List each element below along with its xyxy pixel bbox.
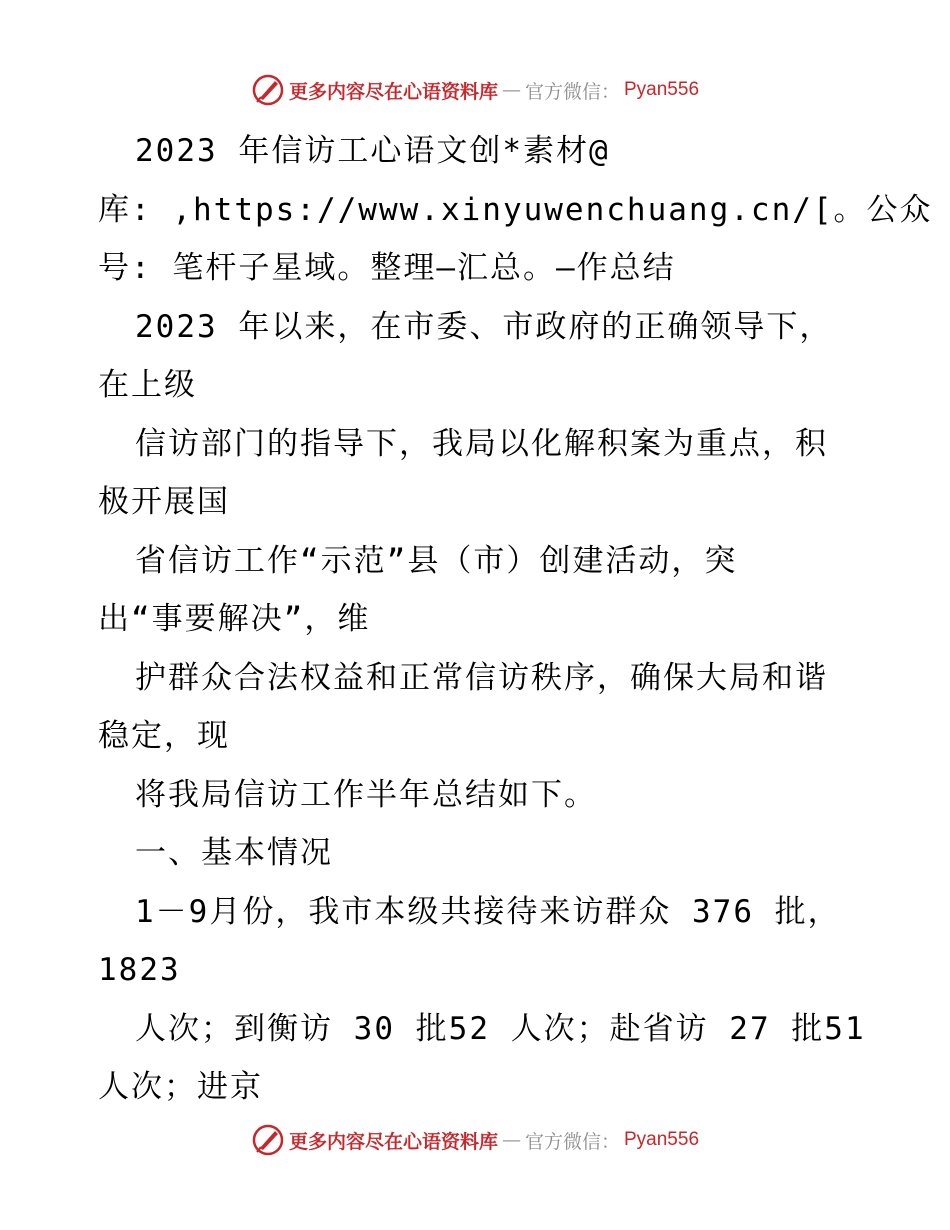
banner-subtitle: 官方微信： xyxy=(524,80,620,103)
text-line: 1823 xyxy=(98,952,181,988)
text-line: 省信访工作“示范”县（市）创建活动，突 xyxy=(135,542,738,579)
banner-subtitle: 官方微信： xyxy=(524,1130,620,1153)
banner-dash: — xyxy=(501,1129,521,1151)
text-line: 出“事要解决”，维 xyxy=(98,601,371,637)
text-line: 人次；进京 xyxy=(98,1069,263,1105)
banner-dash: — xyxy=(501,79,521,101)
text-line: 护群众合法权益和正常信访秩序，确保大局和谐 xyxy=(135,659,828,696)
banner-wechat-id: Pyan556 xyxy=(624,1129,700,1150)
text-line: 2023 年以来，在市委、市政府的正确领导下， xyxy=(135,308,833,345)
text-line: 号: 笔杆子星域。整理—汇总。—作总结 xyxy=(98,250,676,286)
banner-content xyxy=(251,73,699,107)
text-line: 将我局信访工作半年总结如下。 xyxy=(135,776,597,813)
banner-content xyxy=(251,1123,699,1157)
document-body xyxy=(98,122,933,1117)
header-banner xyxy=(0,70,950,110)
text-line: 在上级 xyxy=(98,367,197,403)
banner-title: 更多内容尽在心语资料库 xyxy=(288,1130,498,1153)
text-line: 极开展国 xyxy=(98,484,230,520)
text-line: 库: ,https://www.xinyuwenchuang.cn/[。公众 xyxy=(98,191,933,228)
quill-pen-seal-icon xyxy=(251,1123,285,1157)
footer-banner xyxy=(0,1120,950,1160)
text-line: 稳定，现 xyxy=(98,718,230,754)
banner-title: 更多内容尽在心语资料库 xyxy=(288,80,498,103)
text-line: 一、基本情况 xyxy=(135,835,333,871)
text-line: 信访部门的指导下，我局以化解积案为重点，积 xyxy=(135,425,828,462)
text-line: 人次；到衡访 30 批52 人次；赴省访 27 批51 xyxy=(135,1010,866,1047)
text-line: 1－9月份，我市本级共接待来访群众 376 批， xyxy=(135,893,841,930)
banner-wechat-id: Pyan556 xyxy=(624,79,700,100)
text-line: 2023 年信访工心语文创*素材@ xyxy=(135,133,610,169)
quill-pen-seal-icon xyxy=(251,73,285,107)
